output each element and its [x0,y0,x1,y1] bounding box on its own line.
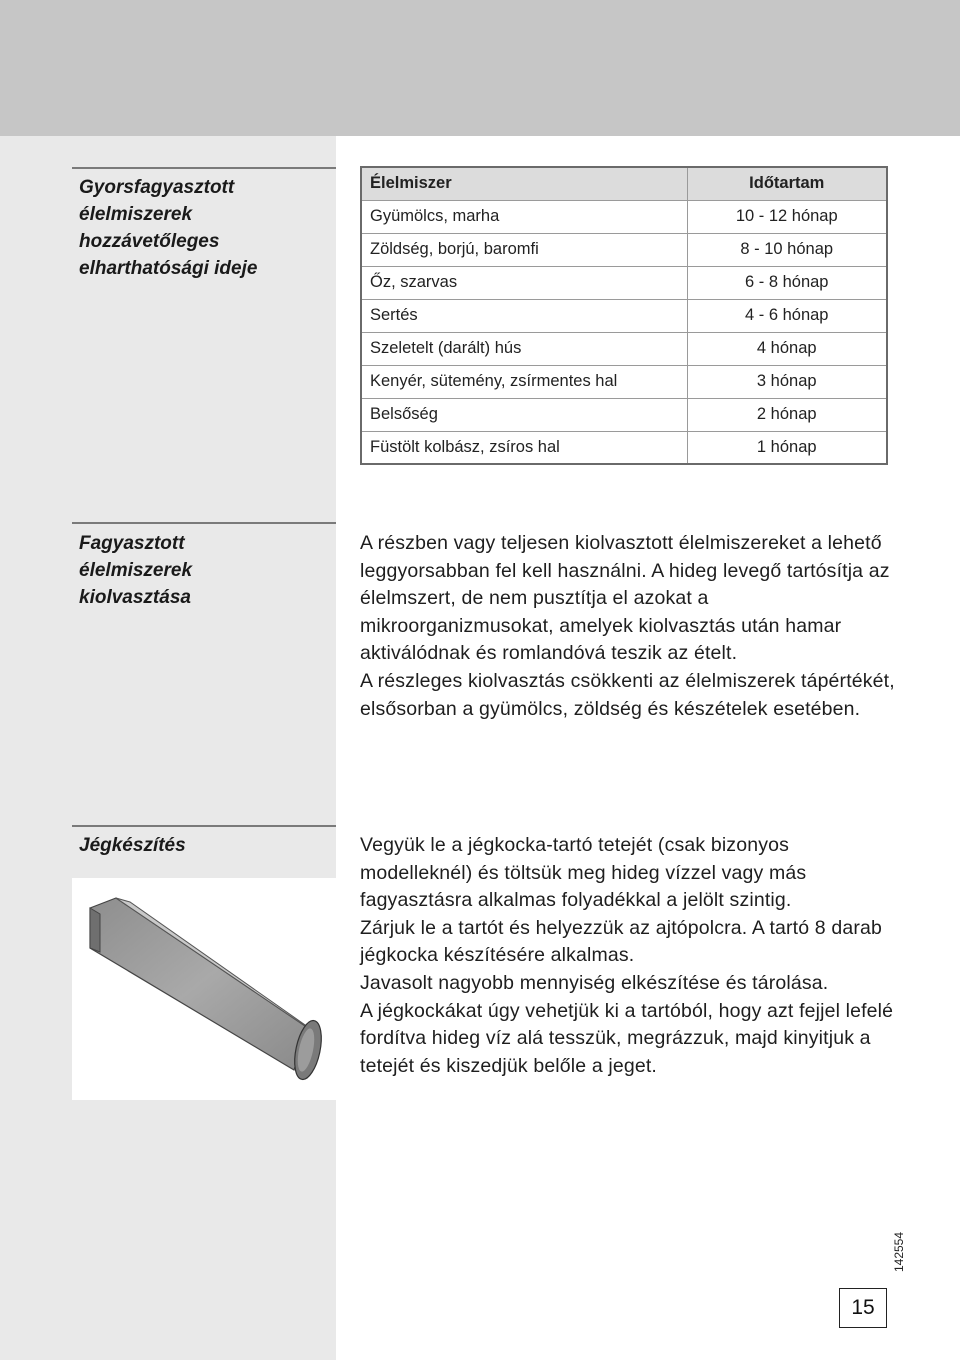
title-line: elharthatósági ideje [79,258,258,279]
table-row [361,299,887,332]
table-row [361,266,887,299]
food-cell: Belsőség [361,398,687,431]
section-divider [72,522,336,524]
food-cell: Füstölt kolbász, zsíros hal [361,431,687,464]
title-line: hozzávetőleges [79,231,220,252]
duration-cell: 1 hónap [687,431,887,464]
page-number: 15 [839,1288,887,1328]
table-row [361,365,887,398]
title-line: Jégkészítés [79,835,186,856]
section-divider [72,167,336,169]
table-row [361,431,887,464]
column-header-food: Élelmiszer [361,167,687,200]
duration-cell: 3 hónap [687,365,887,398]
duration-cell: 6 - 8 hónap [687,266,887,299]
column-header-duration: Időtartam [687,167,887,200]
table-row [361,233,887,266]
document-code: 142554 [892,1231,906,1273]
food-cell: Szeletelt (darált) hús [361,332,687,365]
table-row [361,200,887,233]
food-cell: Zöldség, borjú, baromfi [361,233,687,266]
food-cell: Őz, szarvas [361,266,687,299]
paragraph: Zárjuk le a tartót és helyezzük az ajtópolcra. A tartó 8 darab jégkocka készítésére alkalmas. [360,916,882,967]
food-cell: Gyümölcs, marha [361,200,687,233]
title-line: élelmiszerek [79,204,193,225]
food-cell: Kenyér, sütemény, zsírmentes hal [361,365,687,398]
paragraph: A jégkockákat úgy vehetjük ki a tartóból, hogy azt fejjel lefelé fordítva hideg víz alá tesszük, megrázzuk, majd kinyitjuk a tetejét és kiszedjük belőle a jeget. [360,999,894,1077]
title-line: Fagyasztott [79,533,185,554]
title-line: élelmiszerek [79,560,193,581]
section-divider [72,825,336,827]
table-row [361,398,887,431]
table-row [361,332,887,365]
ice-cube-tray-icon [72,878,336,1100]
paragraph: Javasolt nagyobb mennyiség elkészítése és tárolása. [360,971,829,994]
duration-cell: 10 - 12 hónap [687,200,887,233]
food-cell: Sertés [361,299,687,332]
duration-cell: 4 - 6 hónap [687,299,887,332]
storage-time-table [360,166,888,465]
section-title-thawing [79,530,329,611]
section-title-storage-times [79,174,329,282]
left-column-background [0,136,336,1360]
table-header-row [361,167,887,200]
ice-cube-tray-illustration [72,878,336,1100]
title-line: Gyorsfagyasztott [79,177,235,198]
duration-cell: 2 hónap [687,398,887,431]
ice-making-text [360,832,900,1080]
paragraph: A részben vagy teljesen kiolvasztott élelmiszereket a lehető leggyorsabban fel kell használni. A hideg levegő tartósítja az élelmszert, de nem pusztítja el azokat a mikroorganizmusokat, amelyek kiolvasztás után hamar aktiválódnak és romlandóvá teszik az ételt. [360,532,890,665]
duration-cell: 4 hónap [687,332,887,365]
top-band [0,0,960,136]
paragraph: Vegyük le a jégkocka-tartó tetejét (csak bizonyos modelleknél) és töltsük meg hideg vízzel vagy más fagyasztásra alkalmas folyadékkal a jelölt szintig. [360,834,807,912]
duration-cell: 8 - 10 hónap [687,233,887,266]
title-line: kiolvasztása [79,587,191,608]
section-title-ice-making [79,832,329,859]
thawing-text [360,530,900,723]
paragraph: A részleges kiolvasztás csökkenti az élelmiszerek tápértékét, elsősorban a gyümölcs, zöldség és készételek esetében. [360,669,895,720]
